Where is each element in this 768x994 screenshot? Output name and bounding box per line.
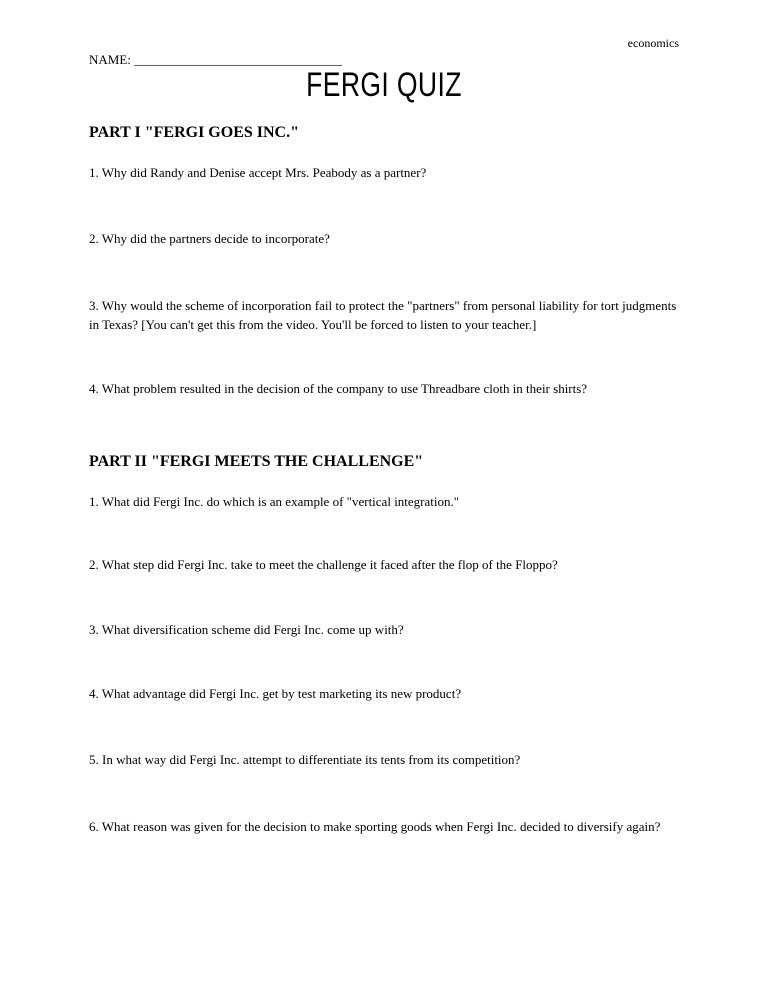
part1-question-4: 4. What problem resulted in the decision of the company to use Threadbare cloth in their shirts? (89, 381, 588, 396)
part1-question-1: 1. Why did Randy and Denise accept Mrs. Peabody as a partner? (89, 165, 427, 180)
part1-question-3: 3. Why would the scheme of incorporation fail to protect the "partners" from personal liability for tort judgments in Texas? [You can't get this from the video. You'll be forced to listen to your teacher.] (89, 298, 677, 332)
part2-question-4: 4. What advantage did Fergi Inc. get by test marketing its new product? (89, 686, 462, 701)
part2-question-3: 3. What diversification scheme did Fergi Inc. come up with? (89, 622, 404, 637)
part2-question-2: 2. What step did Fergi Inc. take to meet the challenge it faced after the flop of the Floppo? (89, 557, 558, 572)
part2-question-6: 6. What reason was given for the decision to make sporting goods when Fergi Inc. decided to diversify again? (89, 819, 661, 834)
part1-heading: PART I "FERGI GOES INC." (89, 124, 299, 141)
part2-question-1: 1. What did Fergi Inc. do which is an example of "vertical integration." (89, 494, 460, 509)
page-title: FERGI QUIZ (306, 66, 462, 104)
part2-heading: PART II "FERGI MEETS THE CHALLENGE" (89, 453, 424, 470)
subject-label: economics (627, 36, 679, 50)
part1-question-2: 2. Why did the partners decide to incorporate? (89, 231, 330, 246)
part2-question-5: 5. In what way did Fergi Inc. attempt to differentiate its tents from its competition? (89, 752, 521, 767)
name-field-label: NAME: ________________________________ (89, 52, 343, 67)
